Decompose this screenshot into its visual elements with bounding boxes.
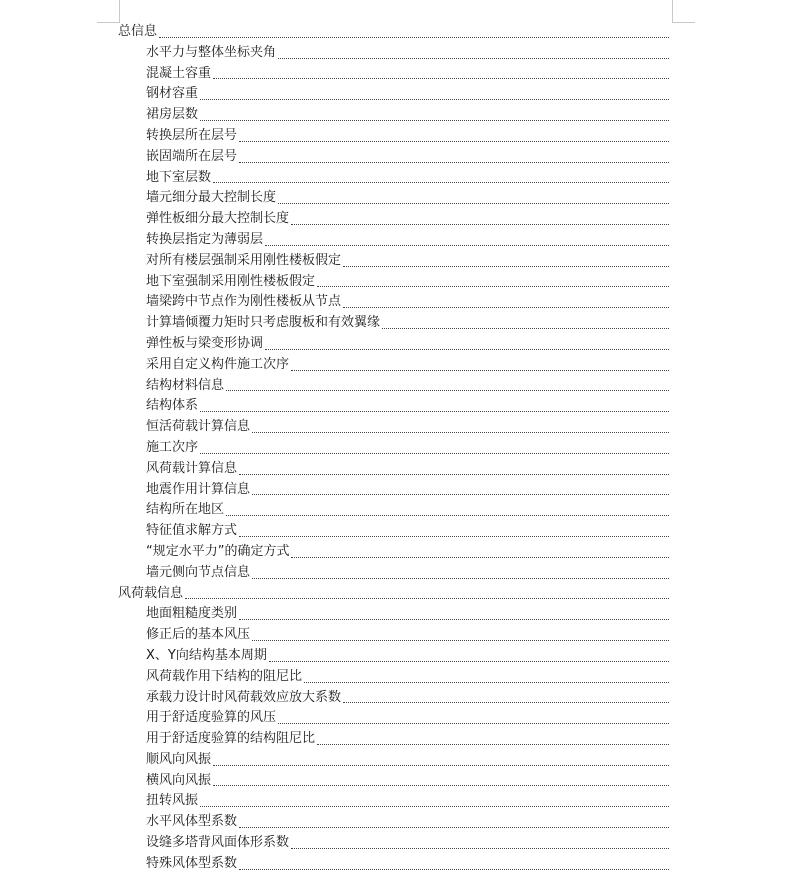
table-of-contents (118, 22, 669, 875)
toc-dot-leader (269, 661, 669, 662)
toc-entry-text: “规定水平力”的确定方式 (146, 543, 290, 559)
toc-entry-text: 承载力设计时风荷载效应放大系数 (146, 689, 342, 705)
toc-dot-leader (252, 640, 669, 641)
toc-subentry[interactable] (118, 708, 669, 729)
toc-dot-leader (239, 619, 669, 620)
toc-dot-leader (278, 58, 669, 59)
toc-entry-text: 结构体系 (146, 398, 199, 414)
toc-entry-text: 地震作用计算信息 (146, 481, 251, 497)
toc-dot-leader (317, 744, 669, 745)
toc-subentry[interactable] (118, 646, 669, 667)
toc-entry-text: 弹性板细分最大控制长度 (146, 211, 290, 227)
toc-subentry[interactable] (118, 188, 669, 209)
toc-dot-leader (200, 453, 669, 454)
toc-subentry[interactable] (118, 791, 669, 812)
toc-entry-text: 裙房层数 (146, 107, 199, 123)
toc-dot-leader (291, 370, 669, 371)
toc-dot-leader (226, 390, 669, 391)
toc-entry-text: 墙梁跨中节点作为刚性楼板从节点 (146, 294, 342, 310)
toc-subentry[interactable] (118, 563, 669, 584)
toc-dot-leader (185, 598, 669, 599)
toc-entry-text: 风荷载信息 (118, 585, 184, 601)
toc-subentry[interactable] (118, 625, 669, 646)
toc-dot-leader (213, 785, 669, 786)
toc-entry-text: 计算墙倾覆力矩时只考虑腹板和有效翼缘 (146, 315, 381, 331)
toc-entry-text: 嵌固端所在层号 (146, 148, 238, 164)
toc-entry-text: 结构所在地区 (146, 502, 225, 518)
toc-subentry[interactable] (118, 209, 669, 230)
toc-subentry[interactable] (118, 272, 669, 293)
toc-entry-text: 墙元侧向节点信息 (146, 564, 251, 580)
toc-subentry[interactable] (118, 168, 669, 189)
toc-entry-text: 地面粗糙度类别 (146, 606, 238, 622)
toc-subentry[interactable] (118, 688, 669, 709)
toc-subentry[interactable] (118, 500, 669, 521)
toc-subentry[interactable] (118, 355, 669, 376)
toc-entry-text: 水平风体型系数 (146, 814, 238, 830)
toc-subentry[interactable] (118, 480, 669, 501)
toc-entry-text: 水平力与整体坐标夹角 (146, 44, 277, 60)
toc-dot-leader (252, 494, 669, 495)
toc-dot-leader (239, 869, 669, 870)
toc-entry-text: 转换层所在层号 (146, 127, 238, 143)
toc-entry-text: 转换层指定为薄弱层 (146, 231, 264, 247)
toc-entry-text: 风荷载计算信息 (146, 460, 238, 476)
toc-entry-text: 钢材容重 (146, 86, 199, 102)
toc-entry-text: 设缝多塔背风面体形系数 (146, 835, 290, 851)
toc-entry-text: 墙元细分最大控制长度 (146, 190, 277, 206)
toc-subentry[interactable] (118, 750, 669, 771)
toc-subentry[interactable] (118, 812, 669, 833)
toc-entry-text: 地下室层数 (146, 169, 212, 185)
toc-subentry[interactable] (118, 105, 669, 126)
toc-subentry[interactable] (118, 396, 669, 417)
toc-dot-leader (343, 266, 669, 267)
toc-dot-leader (265, 245, 669, 246)
toc-entry-text: 修正后的基本风压 (146, 627, 251, 643)
toc-entry-text: 横风向风振 (146, 772, 212, 788)
toc-dot-leader (278, 203, 669, 204)
toc-subentry[interactable] (118, 84, 669, 105)
toc-subentry[interactable] (118, 438, 669, 459)
toc-entry-text: 对所有楼层强制采用刚性楼板假定 (146, 252, 342, 268)
toc-dot-leader (343, 702, 669, 703)
toc-entry-text: 特征值求解方式 (146, 523, 238, 539)
toc-dot-leader (343, 307, 669, 308)
toc-subentry[interactable] (118, 251, 669, 272)
toc-entry-text: 顺风向风振 (146, 751, 212, 767)
toc-entry-text: 弹性板与梁变形协调 (146, 335, 264, 351)
toc-subentry[interactable] (118, 521, 669, 542)
toc-subentry[interactable] (118, 417, 669, 438)
toc-dot-leader (200, 806, 669, 807)
toc-subentry[interactable] (118, 230, 669, 251)
toc-dot-leader (291, 557, 669, 558)
page-margin-corner-right (672, 0, 695, 23)
toc-dot-leader (252, 578, 669, 579)
toc-entry-text: 施工次序 (146, 439, 199, 455)
toc-dot-leader (239, 162, 669, 163)
toc-dot-leader (159, 37, 669, 38)
toc-subentry[interactable] (118, 64, 669, 85)
toc-dot-leader (265, 349, 669, 350)
toc-dot-leader (200, 120, 669, 121)
toc-subentry[interactable] (118, 43, 669, 64)
toc-dot-leader (278, 723, 669, 724)
toc-subentry[interactable] (118, 126, 669, 147)
toc-subentry[interactable] (118, 833, 669, 854)
toc-dot-leader (291, 224, 669, 225)
toc-dot-leader (317, 286, 669, 287)
toc-dot-leader (200, 411, 669, 412)
toc-dot-leader (200, 99, 669, 100)
toc-dot-leader (239, 474, 669, 475)
toc-entry-text: 特殊风体型系数 (146, 855, 238, 871)
toc-dot-leader (226, 515, 669, 516)
toc-subentry[interactable] (118, 459, 669, 480)
toc-dot-leader (239, 536, 669, 537)
toc-entry-text: 结构材料信息 (146, 377, 225, 393)
toc-subentry[interactable] (118, 147, 669, 168)
toc-entry-text: X、Y向结构基本周期 (146, 647, 267, 663)
toc-entry-text: 混凝土容重 (146, 65, 212, 81)
toc-entry-text: 风荷载作用下结构的阻尼比 (146, 668, 303, 684)
toc-entry-text: 用于舒适度验算的风压 (146, 710, 277, 726)
page-margin-corner-left (97, 0, 120, 23)
toc-subentry[interactable] (118, 376, 669, 397)
toc-dot-leader (291, 848, 669, 849)
toc-subentry[interactable] (118, 292, 669, 313)
toc-dot-leader (213, 78, 669, 79)
toc-dot-leader (213, 182, 669, 183)
toc-subentry[interactable] (118, 667, 669, 688)
toc-heading-entry[interactable] (118, 22, 669, 43)
toc-subentry[interactable] (118, 771, 669, 792)
toc-heading-entry[interactable] (118, 584, 669, 605)
toc-entry-text: 扭转风振 (146, 793, 199, 809)
toc-subentry[interactable] (118, 729, 669, 750)
toc-dot-leader (304, 682, 669, 683)
toc-dot-leader (213, 765, 669, 766)
toc-subentry[interactable] (118, 334, 669, 355)
toc-dot-leader (239, 827, 669, 828)
toc-dot-leader (382, 328, 669, 329)
toc-subentry[interactable] (118, 542, 669, 563)
toc-entry-text: 采用自定义构件施工次序 (146, 356, 290, 372)
toc-entry-text: 恒活荷载计算信息 (146, 419, 251, 435)
toc-dot-leader (252, 432, 669, 433)
toc-subentry[interactable] (118, 313, 669, 334)
toc-entry-text: 用于舒适度验算的结构阻尼比 (146, 731, 316, 747)
toc-subentry[interactable] (118, 604, 669, 625)
toc-entry-text: 地下室强制采用刚性楼板假定 (146, 273, 316, 289)
toc-dot-leader (239, 141, 669, 142)
toc-entry-text: 总信息 (118, 24, 158, 39)
